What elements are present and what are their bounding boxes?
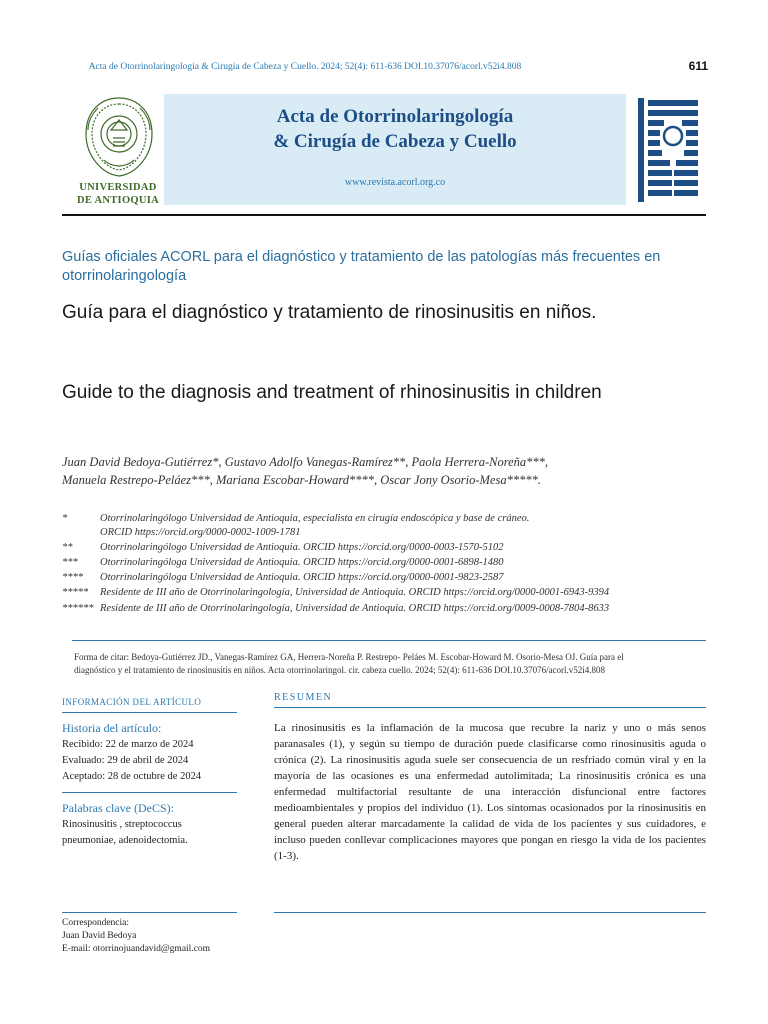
affiliation-text: Residente de III año de Otorrinolaringología, Universidad de Antioquia. ORCID https://orcid.org/0009-0008-7804-8633 bbox=[100, 603, 610, 614]
correspondence-name: Juan David Bedoya bbox=[62, 931, 137, 941]
correspondence-label: Correspondencia: bbox=[62, 918, 130, 928]
abstract-rule-bottom bbox=[274, 912, 706, 913]
affiliation-mark: * bbox=[62, 513, 68, 524]
affiliation-text bbox=[100, 512, 720, 540]
evaluated-date: Evaluado: 29 de abril de 2024 bbox=[62, 755, 189, 766]
university-name bbox=[62, 181, 174, 207]
received-date: Recibido: 22 de marzo de 2024 bbox=[62, 739, 194, 750]
affiliation-text-line: Otorrinolaringólogo Universidad de Antioquia, especialista en cirugía endoscópica y base de cráneo. bbox=[100, 513, 530, 524]
abstract-text: La rinosinusitis es la inflamación de la mucosa que recubre la nariz y uno o más senos paranasales (1), y según su tiempo de duración puede clasificarse como rinosinusitis aguda o crónica (2). La rinosinusitis aguda suele ser consecuencia de un resfriado común viral y en la mayoría de las ocasiones es una enfermedad autolimitada; La rinosinusitis crónica es una enfermedad multifactorial resultante de una interacción disfuncional entre factores medioambientales y propios del individuo (1). Los síntomas ocasionados por la rinosinusitis en general pueden alterar marcadamente la calidad de vida de los pacientes y sus cuidadores, e incluso pueden conllevar complicaciones mayores que pongan en riesgo la vida de los pacientes (1-3). bbox=[274, 722, 706, 862]
author-line-1: Juan David Bedoya-Gutiérrez*, Gustavo Adolfo Vanegas-Ramírez**, Paola Herrera-Noreña***, bbox=[62, 455, 549, 469]
affiliation-4 bbox=[62, 571, 722, 585]
affiliation-mark: ** bbox=[62, 542, 73, 553]
affiliation-mark: **** bbox=[62, 572, 83, 583]
series-title: Guías oficiales ACORL para el diagnóstico y tratamiento de las patologías más frecuentes en otorrinolaringología bbox=[62, 249, 661, 284]
university-name-line2: DE ANTIOQUIA bbox=[76, 195, 160, 206]
article-title-english: Guide to the diagnosis and treatment of rhinosinusitis in children bbox=[62, 382, 602, 403]
affiliation-mark: *** bbox=[62, 557, 78, 568]
journal-title-line1: Acta de Otorrinolaringología bbox=[276, 106, 514, 127]
affiliation-3 bbox=[62, 556, 722, 570]
university-seal-icon bbox=[78, 94, 160, 179]
citation-line-2: diagnóstico y el tratamiento de rinosinusitis en niños. Acta otorrinolaringol. cir. cabeza cuello. 2024; 52(4): 611-636 DOI.10.37076/acorl.v52i4.808 bbox=[74, 665, 606, 675]
info-rule bbox=[62, 912, 237, 913]
history-label: Historia del artículo: bbox=[62, 721, 162, 735]
affiliation-mark: ****** bbox=[62, 603, 94, 614]
university-name-line1: UNIVERSIDAD bbox=[79, 182, 157, 193]
journal-title-line2: & Cirugía de Cabeza y Cuello bbox=[273, 131, 517, 152]
affiliation-orcid[interactable]: ORCID https://orcid.org/0000-0002-1009-1781 bbox=[100, 527, 301, 538]
article-title-spanish: Guía para el diagnóstico y tratamiento de rinosinusitis en niños. bbox=[62, 302, 597, 323]
journal-title bbox=[164, 104, 626, 154]
acorl-logo-icon bbox=[636, 96, 700, 204]
accepted-date: Aceptado: 28 de octubre de 2024 bbox=[62, 771, 202, 782]
affiliation-text: Residente de III año de Otorrinolaringología, Universidad de Antioquia. ORCID https://orcid.org/0000-0001-6943-9394 bbox=[100, 587, 610, 598]
affiliation-mark: ***** bbox=[62, 587, 89, 598]
header-rule bbox=[62, 214, 706, 216]
abstract-rule-top bbox=[274, 707, 706, 708]
author-list bbox=[62, 453, 702, 489]
journal-url[interactable]: www.revista.acorl.org.co bbox=[344, 177, 446, 188]
affiliation-1 bbox=[62, 512, 722, 540]
info-rule bbox=[62, 712, 237, 713]
author-line-2: Manuela Restrepo-Peláez***, Mariana Escobar-Howard****, Oscar Jony Osorio-Mesa*****. bbox=[62, 473, 541, 487]
citation-rule bbox=[72, 640, 706, 641]
affiliation-6 bbox=[62, 602, 722, 616]
article-info-heading: INFORMACIÓN DEL ARTÍCULO bbox=[62, 697, 202, 707]
citation-block bbox=[74, 651, 708, 677]
affiliation-2 bbox=[62, 541, 722, 555]
keywords-line-1: Rinosinusitis , streptococcus bbox=[62, 819, 182, 830]
affiliation-text: Otorrinolaringólogo Universidad de Antioquia. ORCID https://orcid.org/0000-0003-1570-5102 bbox=[100, 542, 504, 553]
affiliation-text: Otorrinolaringóloga Universidad de Antioquia. ORCID https://orcid.org/0000-0001-9823-2587 bbox=[100, 572, 504, 583]
keywords-label: Palabras clave (DeCS): bbox=[62, 801, 174, 815]
affiliation-text: Otorrinolaringóloga Universidad de Antioquia. ORCID https://orcid.org/0000-0001-6898-1480 bbox=[100, 557, 504, 568]
correspondence-email[interactable]: E-mail: otorrinojuandavid@gmail.com bbox=[62, 944, 211, 954]
citation-line-1: Forma de citar: Bedoya-Gutiérrez JD., Vanegas-Ramírez GA, Herrera-Noreña P. Restrepo- Peláes M. Escobar-Howard M. Osorio-Mesa OJ. Guía para el bbox=[74, 652, 624, 662]
running-head: Acta de Otorrinolaringología & Cirugía de Cabeza y Cuello. 2024; 52(4): 611-636 DOI.10.37076/acorl.v52i4.808 bbox=[88, 62, 522, 72]
page-number: 611 bbox=[688, 59, 708, 73]
keywords-line-2: pneumoniae, adenoidectomia. bbox=[62, 835, 188, 846]
affiliation-5 bbox=[62, 586, 722, 600]
abstract-heading: RESUMEN bbox=[274, 692, 333, 703]
info-rule bbox=[62, 792, 237, 793]
